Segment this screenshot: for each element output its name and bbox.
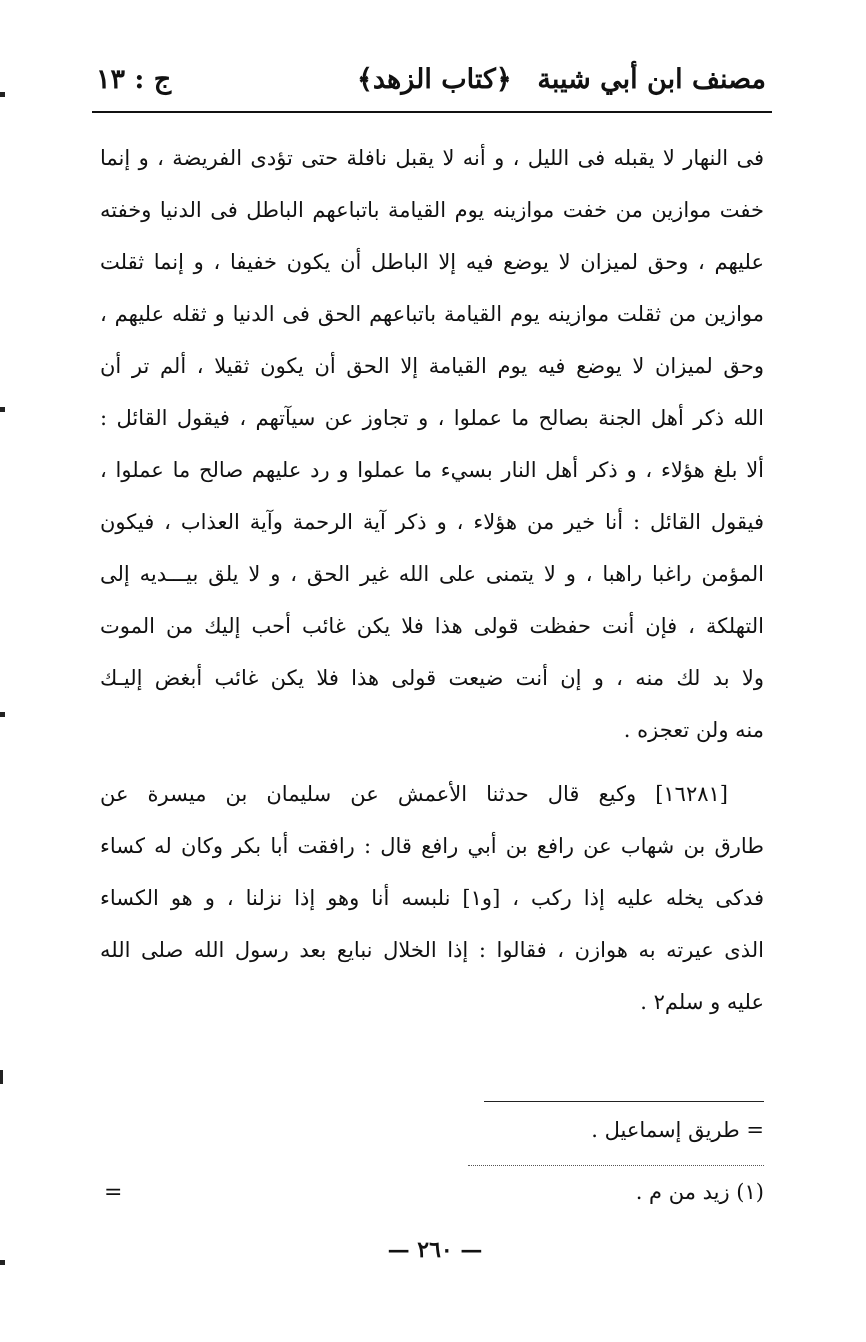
scan-mark — [0, 407, 5, 412]
footnote-continues-marker: = — [104, 1180, 123, 1205]
text-line: منه ولن تعجزه . — [623, 718, 764, 742]
text-line: عليهم ، وحق لميزان لا يوضع فيه إلا الباطل أن يكون خفيفا ، و إنما ثقلت — [100, 250, 764, 274]
text-line: خفت موازين من خفت موازينه يوم القيامة باتباعهم الباطل فى الدنيا وخفته — [100, 198, 764, 222]
footnote-separator — [468, 1165, 764, 1166]
page-number: — ٢٦٠ — — [387, 1237, 483, 1263]
text-line: وحق لميزان لا يوضع فيه يوم القيامة إلا الحق أن يكون ثقيلا ، ألم تر أن — [100, 354, 764, 378]
hadith-line: فدكى يخله عليه إذا ركب ، [و١] نلبسه أنا وهو إذا نزلنا ، و هو الكساء — [100, 886, 764, 910]
text-line: فيقول القائل : أنا خير من هؤلاء ، و ذكر آية الرحمة وآية العذاب ، فيكون — [100, 510, 764, 534]
scan-mark — [0, 1260, 5, 1265]
text-line: فى النهار لا يقبله فى الليل ، و أنه لا يقبل نافلة حتى تؤدى الفريضة ، و إنما — [100, 146, 764, 170]
running-header — [92, 60, 772, 104]
section-title: ﴿كتاب الزهد﴾ — [357, 64, 512, 95]
hadith-line: عليه و سلم٢ . — [640, 990, 764, 1014]
hadith-line: [١٦٢٨١] وكيع قال حدثنا الأعمش عن سليمان بن ميسرة عن — [100, 782, 728, 806]
main-text — [100, 132, 764, 1028]
footnote-1: (١) زيد من م . — [635, 1180, 764, 1204]
text-line: ألا بلغ هؤلاء ، و ذكر أهل النار بسيء ما عملوا و رد عليهم صالح ما عملوا ، — [100, 458, 764, 482]
scan-mark — [0, 712, 5, 717]
book-title: مصنف ابن أبي شيبة — [537, 64, 766, 95]
text-line: ولا بد لك منه ، و إن أنت ضيعت قولى هذا فلا يكن غائب أبغض إليـك — [100, 666, 764, 690]
text-line: موازين من ثقلت موازينه يوم القيامة باتباعهم الحق فى الدنيا و ثقله عليهم ، — [100, 302, 764, 326]
scan-mark — [0, 92, 5, 97]
scan-mark — [0, 1070, 3, 1084]
header-rule — [92, 111, 772, 113]
volume-number: ج : ١٣ — [96, 64, 172, 95]
hadith-line: الذى عيرته به هوازن ، فقالوا : إذا الخلال نبايع بعد رسول الله صلى الله — [100, 938, 764, 962]
footnote-rule — [484, 1101, 764, 1102]
text-line: التهلكة ، فإن أنت حفظت قولى هذا فلا يكن غائب أحب إليك من الموت — [100, 614, 764, 638]
hadith-paragraph — [100, 768, 764, 1028]
hadith-line: طارق بن شهاب عن رافع بن أبي رافع قال : رافقت أبا بكر وكان له كساء — [100, 834, 764, 858]
text-line: الله ذكر أهل الجنة بصالح ما عملوا ، و تجاوز عن سيآتهم ، فيقول القائل : — [100, 406, 764, 430]
footnote-continuation: = طريق إسماعيل . — [591, 1118, 764, 1142]
text-line: المؤمن راغبا راهبا ، و لا يتمنى على الله غير الحق ، و لا يلق بيـــديه إلى — [100, 562, 764, 586]
